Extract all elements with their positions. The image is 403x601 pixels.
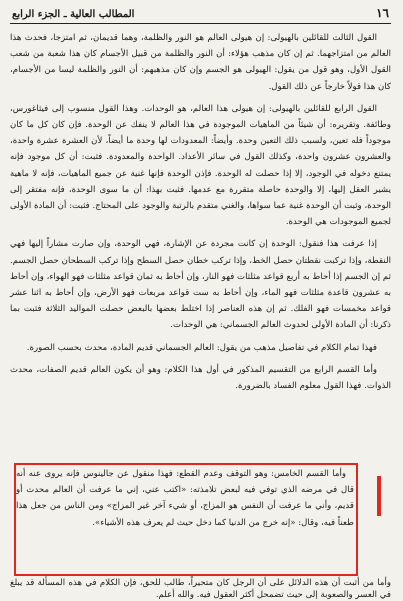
paragraph: وأما القسم الرابع من التقسيم المذكور في أول هذا الكلام: وهو أن يكون العالم قديم الصفات، محدث الذوات. فهذا القول معلوم الفساد بالضرورة.: [10, 364, 391, 392]
paragraph: فهذا تمام الكلام في تفاصيل مذهب من يقول: العالم الجسماني قديم المادة، محدث بحسب الصورة.: [26, 342, 377, 353]
paragraph: القول الثالث للقائلين بالهيولى: إن هيولى العالم هو النور والظلمة، وهما قديمان، ثم امتزجا، فحدث هذا العالم من امتزاجهما. ثم إن كان مذهب هؤلاء: أن النور والظلمة من قبيل الأجسام كان هذا شعبة من شعب القول الأول، وهو قول من يقول: الهيولى هو الجسم وإن كان مذهبهم: أن النور والظلمة ليسا من الأجسام، كان هذا قولاً خارجاً عن ذلك القول.: [10, 33, 391, 92]
paragraph: القول الرابع للقائلين بالهيولى: إن هيولى هذا العالم، هو الوحدات. وهذا القول منسوب إلى فيثاغورس، وطائفة. وتقريره: أن شيئاً من الماهيات الموجودة في هذا العالم لا ينفك عن الوحدة. فإن كان كل ما كان موجوداً فله تعين، ولسبب ذلك التعين وحدة. وأيضاً: المعدودات لها وحدة ما أيضاً، لأن العشرة عشرة واحدة، والعشرون عشرون واحدة، وكذلك القول في سائر الأعداد. الواحدة والمعدودة. فثبت: أن كل موجود فإنه يمتنع دخوله في الوجود، إلا إذا حصلت له الوحدة. فإذن الوحدة فإنها غنية عن جميع الماهيات، فإنه لا ماهية يشير العقل إليها، إلا والوحدة حاصلة متقررة مع عدمها. فثبت بهذا: أن ما سوى الوحدة، فإنه مفتقر إلى الوحدة، وثبت أن الوحدة غنية عما سواها، والغني متقدم بالرتبة والوجود على المحتاج. فثبت: أن المادة الأولى لجميع الموجودات هي الوحدة.: [10, 103, 391, 228]
page-body: [10, 30, 391, 394]
margin-marker: [377, 476, 381, 516]
paragraph: وأما من أثبت أن هذه الدلائل على أن الرجل كان متحيراً، طالب للحق، فإن الكلام في هذه المسألة قد يبلغ في العسر والصعوبة إلى حيث تضمحل أكثر العقول فيه. والله أعلم.: [10, 578, 391, 600]
paragraph: إذا عرفت هذا فنقول: الوحدة إن كانت مجردة عن الإشارة، فهي الوحدة، وإن صارت مشاراً إليها فهي النقطة، وإذا تركبت نقطتان حصل الخط، وإذا تركب خطان حصل السطح وإذا تركب السطحان حصل الجسم. ثم إن الجسم إذا أحاط به أربع قواعد مثلثات فهو النار، وإن أحاط به ثمان قواعد مثلثات فهو الهواء، وإن أحاط به عشرون قاعدة مثلثات فهو الماء، وإن أحاط به ست قواعد مربعات فهو الأرض، وإن أحاط به اثنا عشر قواعد مخمسات فهو الفلك. ثم إن هذه العناصر إذا اختلط بعضها بالبعض حصلت المواليد الثلاثة فثبت بما ذكرنا: أن المادة الأولى لحدوث العالم الجسماني: هي الوحدات.: [10, 239, 391, 331]
highlight-box: [14, 463, 358, 576]
page-number: ١٦: [376, 6, 389, 20]
bottom-text: [10, 577, 391, 601]
running-title: المطالب العالية ـ الجزء الرابع: [12, 9, 135, 20]
paragraph: وأما القسم الخامس: وهو التوقف وعدم القطع: فهذا منقول عن جالينوس فإنه يروى عنه أنه قال في مرضه الذي توفي فيه لبعض تلامذته: «اكتب عني، إني ما عرفت أن العالم محدث أو قديم، وأني ما عرفت أن النفس هو المزاج، أو شيء آخر غير المزاج» ومن الناس من جعل هذا طعناً فيه، وقال: «إنه خرج من الدنيا كما دخل حيث لم يعرف هذه الأشياء».: [16, 469, 354, 528]
page-header: [10, 6, 391, 24]
